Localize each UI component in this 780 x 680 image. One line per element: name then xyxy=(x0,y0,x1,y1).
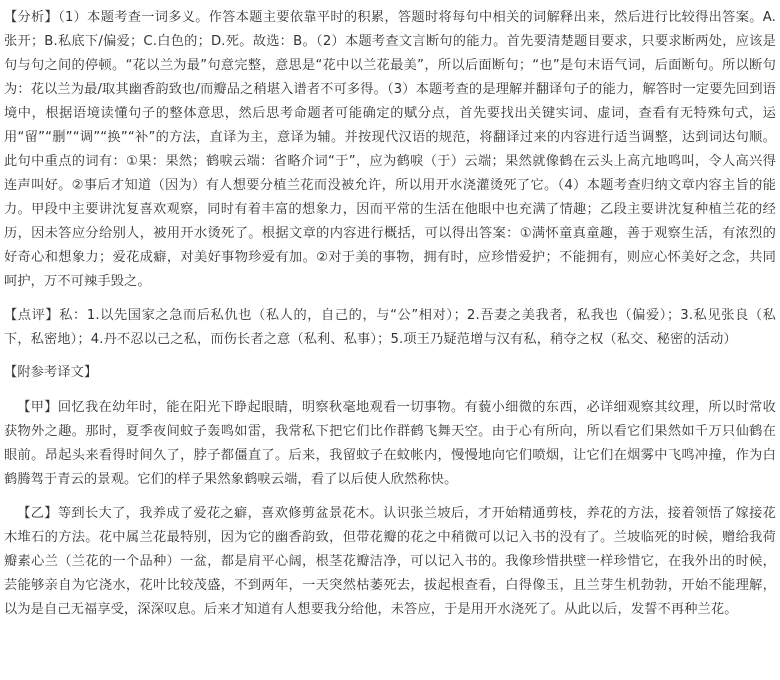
analysis-paragraph: 【分析】（1）本题考查一词多义。作答本题主要依靠平时的积累，答题时将每句中相关的词解释出来，然后进行比较得出答案。A.张开；B.私底下/偏爱；C.白色的；D.死。故选：B。（2）本题考查文言断句的能力。首先要清楚题目要求，只要求断两处，应该是句与句之间的停顿。“花以兰为最”句意完整，意思是“花中以兰花最美”，所以后面断句；“也”是句末语气词，后面断句。所以断句为：花以兰为最/取其幽香韵致也/而瓣品之稍堪入谱者不可多得。（3）本题考查的是理解并翻译句子的能力，解答时一定要先回到语境中，根据语境读懂句子的整体意思，然后思考命题者可能确定的赋分点，首先要找出关键实词、虚词，查看有无特殊句式，运用“留”“删”“调”“换”“补”的方法，直译为主，意译为辅。并按现代汉语的规范，将翻译过来的内容进行适当调整，达到词达句顺。此句中重点的词有：①果：果然；鹤唳云端：省略介词“于”，应为鹤唳（于）云端；果然就像鹤在云头上高亢地鸣叫，令人高兴得连声叫好。②事后才知道（因为）有人想要分植兰花而没被允许，所以用开水浇灌烫死了它。（4）本题考查归纳文章内容主旨的能力。甲段中主要讲沈复喜欢观察，同时有着丰富的想象力，因而平常的生活在他眼中也充满了情趣；乙段主要讲沈复种植兰花的经历，因未答应分给别人，被用开水烫死了。根据文章的内容进行概括，可以得出答案：①满怀童真童趣，善于观察生活，有浓烈的好奇心和想象力；爱花成癖，对美好事物珍爱有加。②对于美的事物，拥有时，应珍惜爱护；不能拥有，则应心怀美好之念，共同呵护，万不可辣手毁之。 xyxy=(4,10,776,289)
translation-heading: 【附参考译文】 xyxy=(4,365,98,380)
translation-yi-paragraph: 【乙】等到长大了，我养成了爱花之癖，喜欢修剪盆景花木。认识张兰坡后，才开始精通剪枝，养花的方法，接着领悟了嫁接花木堆石的方法。花中属兰花最特别，因为它的幽香韵致，但带花瓣的花之中稍微可以记入书的没有了。兰坡临死的时候，赠给我荷瓣素心兰（兰花的一个品种）一盆，都是肩平心阔，根茎花瓣洁净，可以记入书的。我像珍惜拱壁一样珍惜它，在我外出的时候，芸能够亲自为它浇水，花叶比较茂盛，不到两年，一天突然枯萎死去，拔起根查看，白得像玉，且兰芽生机勃勃，开始不能理解，以为是自己无福享受，深深叹息。后来才知道有人想要我分给他，未答应，于是用开水浇死了。从此以后，发誓不再种兰花。 xyxy=(4,506,776,617)
translation-jia-paragraph: 【甲】回忆我在幼年时，能在阳光下睁起眼睛，明察秋毫地观看一切事物。有藐小细微的东西，必详细观察其纹理，所以时常收获物外之趣。那时，夏季夜间蚊子轰鸣如雷，我常私下把它们比作群鹤飞舞天空。由于心有所向，所以看它们果然如千万只仙鹤在眼前。昂起头来看得时间久了，脖子都僵直了。后来，我留蚊子在蚊帐内，慢慢地向它们喷烟，让它们在烟雾中飞鸣冲撞，作为白鹤腾驾于青云的景观。它们的样子果然象鹤唳云端，看了以后使人欣然称快。 xyxy=(4,400,776,487)
comment-paragraph: 【点评】私：1.以先国家之急而后私仇也（私人的，自己的，与“公”相对）；2.吾妻之美我者，私我也（偏爱）；3.私见张良（私下，私密地）；4.丹不忍以己之私，而伤长者之意（私利、私事）；5.项王乃疑范增与汉有私，稍夺之权（私交、秘密的活动） xyxy=(4,308,776,347)
